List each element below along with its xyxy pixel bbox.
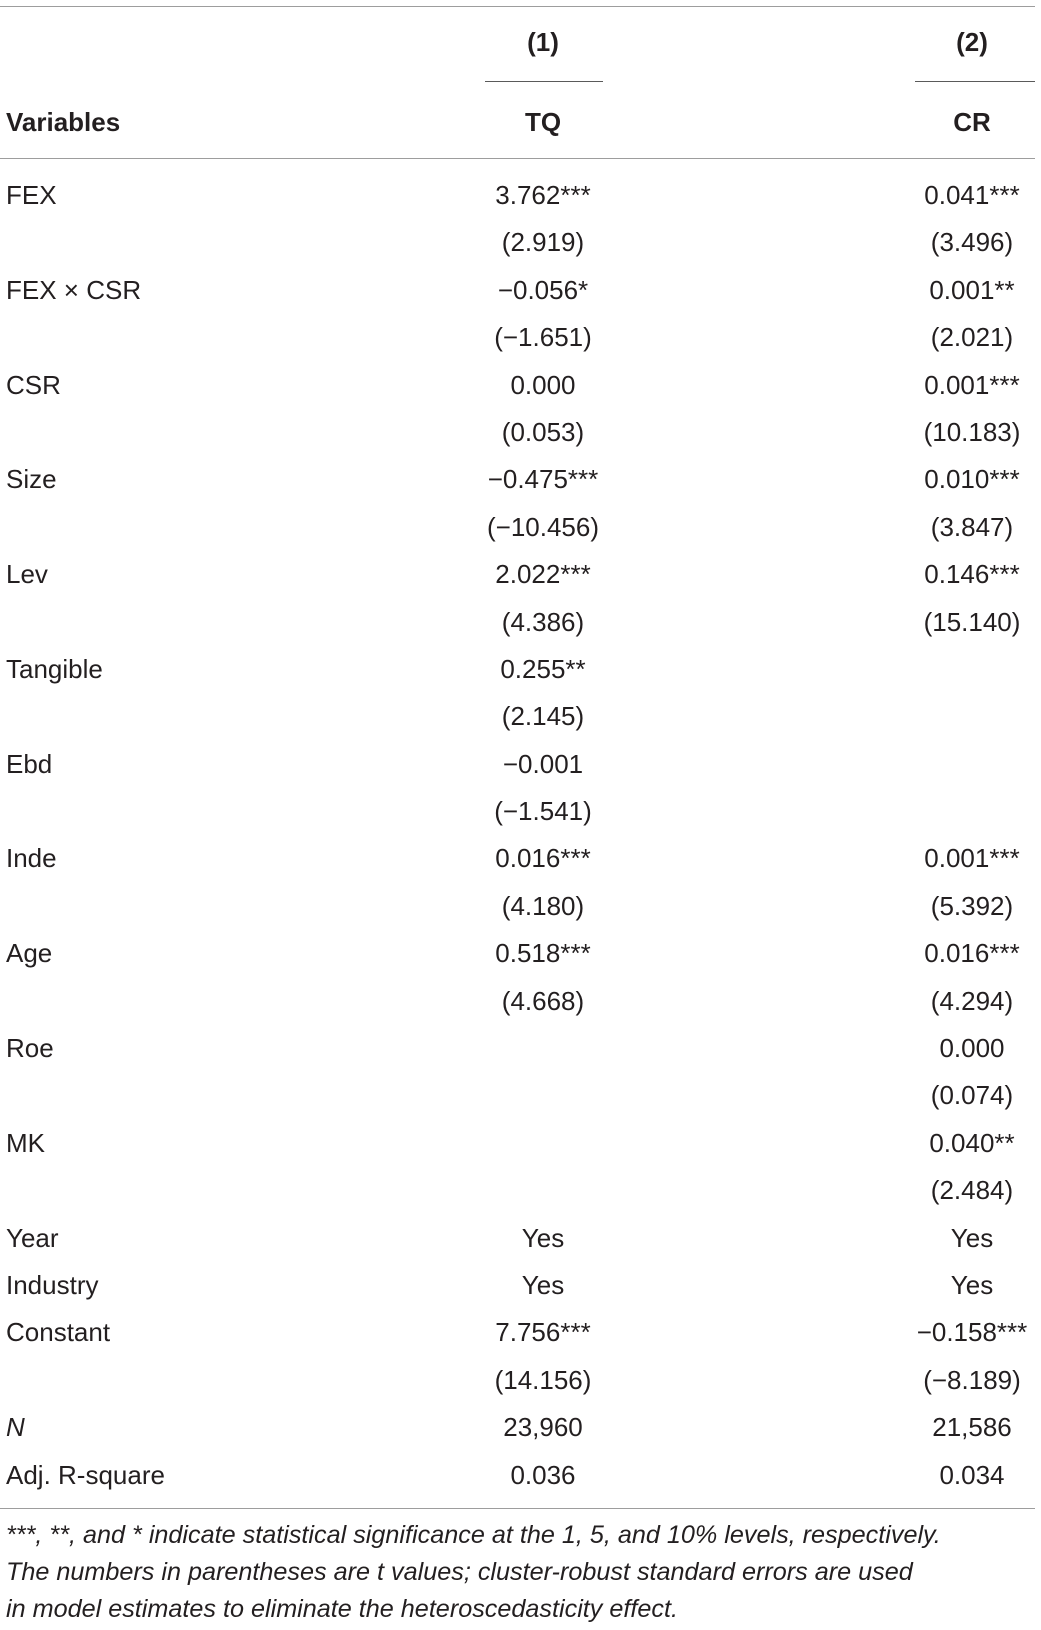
cr-cell: 0.001***	[924, 843, 1020, 874]
cr-cell: (0.074)	[930, 1080, 1014, 1111]
row-label: Constant	[6, 1317, 111, 1348]
table-row	[0, 1309, 1041, 1356]
row-label: MK	[6, 1127, 45, 1158]
tq-cell: (−10.456)	[486, 511, 600, 542]
tq-cell: −0.001	[502, 748, 584, 779]
cr-cell: −0.158***	[916, 1317, 1028, 1348]
cr-cell: 0.000	[939, 1033, 1005, 1064]
table-row	[0, 1452, 1041, 1499]
tq-cell: Yes	[521, 1222, 565, 1253]
cr-cell: Yes	[950, 1269, 994, 1300]
table-row	[0, 741, 1041, 788]
row-label: Industry	[6, 1269, 99, 1300]
row-label: Adj. R-square	[6, 1459, 165, 1490]
table-header-rule	[0, 158, 1035, 159]
cr-cell: (2.484)	[930, 1175, 1014, 1206]
cr-cell: 0.001**	[929, 274, 1015, 305]
table-row	[0, 978, 1041, 1025]
tq-header: TQ	[524, 107, 562, 137]
cr-cell: Yes	[950, 1222, 994, 1253]
table-row	[0, 788, 1041, 835]
tq-cell: 23,960	[503, 1412, 583, 1443]
tq-cell: 0.016***	[495, 843, 591, 874]
table-body	[0, 172, 1041, 1499]
tq-cell: (−1.651)	[494, 322, 592, 353]
table-row	[0, 883, 1041, 930]
row-label: CSR	[6, 369, 61, 400]
cr-cell: (−8.189)	[923, 1364, 1021, 1395]
tq-cell: 0.518***	[495, 938, 591, 969]
row-label: Year	[6, 1222, 59, 1253]
cr-header: CR	[953, 107, 991, 137]
row-label: Inde	[6, 843, 57, 874]
table-row	[0, 409, 1041, 456]
cr-cell: (4.294)	[930, 985, 1014, 1016]
table-row	[0, 456, 1041, 503]
tq-cell: Yes	[521, 1269, 565, 1300]
cr-cell: 0.041***	[924, 180, 1020, 210]
column-number-1-underline	[485, 81, 603, 82]
tq-cell: (−1.541)	[494, 796, 592, 827]
table-row	[0, 693, 1041, 740]
row-label: Roe	[6, 1033, 54, 1064]
tq-cell: 0.000	[510, 369, 576, 400]
table-row	[0, 219, 1041, 266]
table-row	[0, 1262, 1041, 1309]
cr-cell: 0.010***	[924, 464, 1020, 495]
tq-cell: (4.386)	[501, 606, 585, 637]
cr-cell: 21,586	[932, 1412, 1012, 1443]
column-number-2-underline	[915, 81, 1035, 82]
cr-cell: (10.183)	[923, 416, 1021, 447]
row-label: Size	[6, 464, 57, 495]
tq-cell: 0.036	[510, 1459, 576, 1490]
cr-cell: 0.146***	[924, 559, 1020, 590]
table-header-row	[0, 101, 1041, 143]
table-row	[0, 362, 1041, 409]
cr-cell: 0.016***	[924, 938, 1020, 969]
row-label: Ebd	[6, 748, 53, 779]
table-footnote	[6, 1517, 1036, 1628]
table-row	[0, 1215, 1041, 1262]
tq-cell: 2.022***	[495, 559, 591, 590]
table-row	[0, 551, 1041, 598]
table-row	[0, 1167, 1041, 1214]
tq-cell: (2.919)	[501, 227, 585, 258]
row-label: FEX	[6, 180, 57, 210]
column-number-2: (2)	[956, 27, 988, 57]
table-row	[0, 1404, 1041, 1451]
column-number-1: (1)	[527, 27, 559, 57]
cr-cell: (3.847)	[930, 511, 1014, 542]
table-row	[0, 646, 1041, 693]
tq-cell: −0.056*	[497, 274, 589, 305]
table-row	[0, 267, 1041, 314]
table-row	[0, 1357, 1041, 1404]
tq-cell: −0.475***	[487, 464, 599, 495]
footnote-line: The numbers in parentheses are t values; cluster-robust standard errors are used	[6, 1558, 913, 1586]
table-row	[0, 1120, 1041, 1167]
table-row	[0, 1072, 1041, 1119]
table-row	[0, 930, 1041, 977]
table-row	[0, 504, 1041, 551]
cr-cell: (5.392)	[930, 890, 1014, 921]
tq-cell: (2.145)	[501, 701, 585, 732]
tq-cell: (4.668)	[501, 985, 585, 1016]
table-row	[0, 835, 1041, 882]
row-label: FEX × CSR	[6, 274, 142, 305]
cr-cell: (2.021)	[930, 322, 1014, 353]
table-row	[0, 314, 1041, 361]
table-row	[0, 1025, 1041, 1072]
tq-cell: 0.255**	[500, 653, 586, 684]
row-label: Lev	[6, 559, 48, 590]
cr-cell: (15.140)	[923, 606, 1021, 637]
table-bottom-rule	[0, 1508, 1035, 1509]
tq-cell: (14.156)	[494, 1364, 592, 1395]
tq-cell: 7.756***	[495, 1317, 591, 1348]
tq-cell: (4.180)	[501, 890, 585, 921]
tq-cell: 3.762***	[495, 180, 591, 210]
row-label: N	[6, 1412, 25, 1443]
cr-cell: 0.001***	[924, 369, 1020, 400]
row-label: Age	[6, 938, 53, 969]
table-row	[0, 172, 1041, 219]
tq-cell: (0.053)	[501, 416, 585, 447]
variables-header: Variables	[6, 107, 121, 137]
footnote-line: in model estimates to eliminate the heteroscedasticity effect.	[6, 1595, 678, 1623]
table-top-rule	[0, 6, 1035, 7]
row-label: Tangible	[6, 653, 103, 684]
cr-cell: (3.496)	[930, 227, 1014, 258]
table-row	[0, 599, 1041, 646]
cr-cell: 0.034	[939, 1459, 1005, 1490]
footnote-line: ***, **, and * indicate statistical significance at the 1, 5, and 10% levels, respectively.	[6, 1521, 941, 1549]
cr-cell: 0.040**	[929, 1127, 1015, 1158]
